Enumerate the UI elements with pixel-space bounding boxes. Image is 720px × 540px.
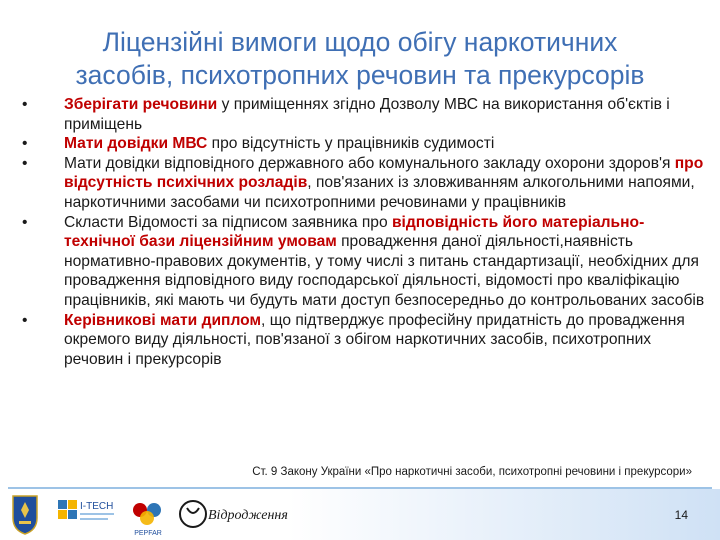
list-item [18,95,708,134]
university-crest-logo [10,492,40,536]
highlight-text: про відсутність психічних розладів [64,154,704,192]
body-text: Мати довідки відповідного державного або комунального закладу охорони здоров'я [64,154,675,172]
bullet-icon: • [22,135,28,153]
highlight-text: Мати довідки МВС [64,135,208,153]
vidrodzhennya-logo [178,496,288,532]
vidrodzhennya-logo-text: Відродження [208,508,288,523]
page-number: 14 [674,508,688,522]
source-citation: Ст. 9 Закону України «Про наркотичні засоби, психотропні речовини і прекурсори» [252,466,692,478]
body-text: , що підтверджує професійну придатність до провадження окремого виду діяльності, пов'язаної з обігом наркотичних засобів, психотропних речовин і прекурсорів [64,311,685,368]
title-line-2: засобів, психотропних речовин та прекурсорів [75,59,645,90]
list-item [18,154,708,213]
list-item [18,311,708,370]
itech-logo [58,498,118,532]
bullet-icon: • [22,311,28,329]
pepfar-logo [124,494,172,538]
bullet-icon: • [22,213,28,231]
highlight-text: Зберігати речовини [64,96,218,113]
title-line-1: Ліцензійні вимоги щодо обігу наркотичних [102,26,618,57]
requirements-list [18,95,708,369]
highlight-text: відповідність його матеріально-технічної бази ліцензійним умовам [64,213,645,251]
body-text: про відсутність у працівників судимості [207,135,495,153]
highlight-text: Керівникові мати диплом [64,311,262,329]
body-text: , пов'язаних із зловживанням алкогольними напоями, наркотичними засобами чи психотропними речовинами у працівників [64,174,695,211]
footer-divider [8,487,712,489]
list-item [18,134,708,154]
body-text: провадження даної діяльності,наявність нормативно-правових документів, у тому числі з питань стандартизації, необхідних для провадження відповідного виду господарської діяльності, відомості про кваліфікацію працівників, які мають чи будуть мати доступ безпосередньо до контрольованих засобів [64,233,705,309]
bullet-icon: • [22,96,28,113]
itech-logo-text: I-TECH [80,501,114,512]
slide-title [20,26,700,92]
body-text: у приміщеннях згідно Дозволу МВС на використання об'єктів і приміщень [64,96,670,133]
pepfar-logo-text: PEPFAR [134,530,162,537]
bullet-icon: • [22,154,28,172]
body-text: Скласти Відомості за підписом заявника про [64,213,392,231]
list-item [18,213,708,311]
